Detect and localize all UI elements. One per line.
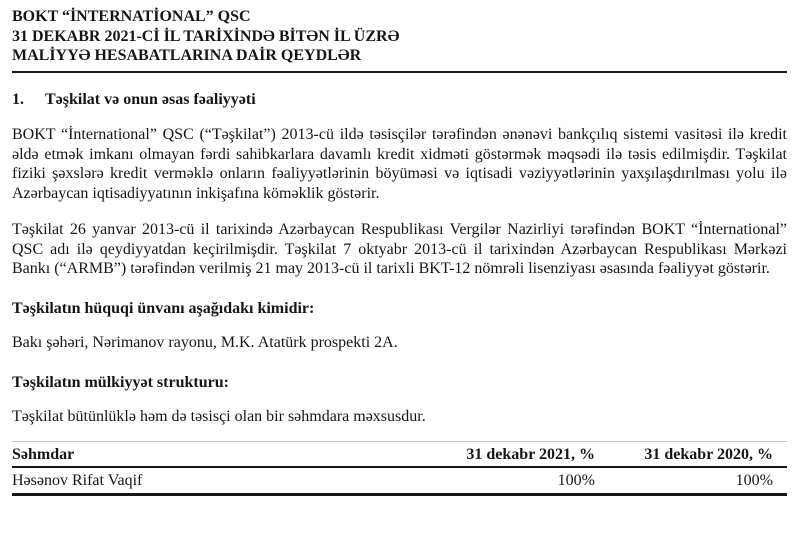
column-header-2021: 31 dekabr 2021, % xyxy=(415,441,595,467)
section-title: Təşkilat və onun əsas fəaliyyəti xyxy=(45,90,256,108)
share-2020-cell: 100% xyxy=(595,467,787,494)
ownership-structure-text: Təşkilat bütünlüklə həm də təsisçi olan bir səhmdara məxsusdur. xyxy=(12,408,426,425)
paragraph-registration-license: Təşkilat 26 yanvar 2013-cü il tarixində Azərbaycan Respublikası Vergilər Nazirliyi tərəfindən BOKT “İnternational” QSC adı ilə qeydiyyatdan keçirilmişdir. Təşkilat 7 oktyabr 2013-cü il tarixindən Azərbaycan Respublikası Mərkəzi Bankı (“ARMB”) tərəfindən verilmiş 21 may 2013-cü il tarixli BKT-12 nömrəli lisenziyası əsasında fəaliyyət göstərir. xyxy=(12,221,787,277)
legal-address-heading: Təşkilatın hüquqi ünvanı aşağıdakı kimidir: xyxy=(12,299,315,317)
column-header-2020: 31 dekabr 2020, % xyxy=(595,441,787,467)
legal-address-text: Bakı şəhəri, Nərimanov rayonu, M.K. Atatürk prospekti 2A. xyxy=(12,334,398,351)
section-heading xyxy=(12,90,787,110)
shareholder-table xyxy=(12,441,787,496)
table-row xyxy=(12,467,787,494)
paragraph-establishment: BOKT “İnternational” QSC (“Təşkilat”) 2013-cü ildə təsisçilər tərəfindən ənənəvi bankçılıq sistemi vasitəsi ilə kredit əldə etmək imkanı olmayan fərdi sahibkarlara davamlı kredit xidməti göstərmək məqsədi ilə təsis edilmişdir. Təşkilat fiziki şəxslərə kredit verməklə onların fəaliyyətlərinin böyüməsi və iqtisadi vəziyyətlərinin yaxşılaşdırılması yolu ilə Azərbaycan iqtisadiyyatının inkişafına köməklik göstərir. xyxy=(12,126,787,202)
section-number: 1. xyxy=(12,90,24,108)
column-header-shareholder: Səhmdar xyxy=(12,441,415,467)
header-notes-title: MALİYYƏ HESABATLARINA DAİR QEYDLƏR xyxy=(12,47,362,64)
document-header xyxy=(12,7,787,73)
share-2021-cell: 100% xyxy=(415,467,595,494)
shareholder-name-cell: Həsənov Rifat Vaqif xyxy=(12,467,415,494)
shareholder-table-header-row xyxy=(12,441,787,467)
header-company-name: BOKT “İNTERNATİONAL” QSC xyxy=(12,8,251,25)
header-period-line: 31 DEKABR 2021-Cİ İL TARİXİNDƏ BİTƏN İL ÜZRƏ xyxy=(12,27,400,45)
ownership-structure-heading: Təşkilatın mülkiyyət strukturu: xyxy=(12,373,229,391)
